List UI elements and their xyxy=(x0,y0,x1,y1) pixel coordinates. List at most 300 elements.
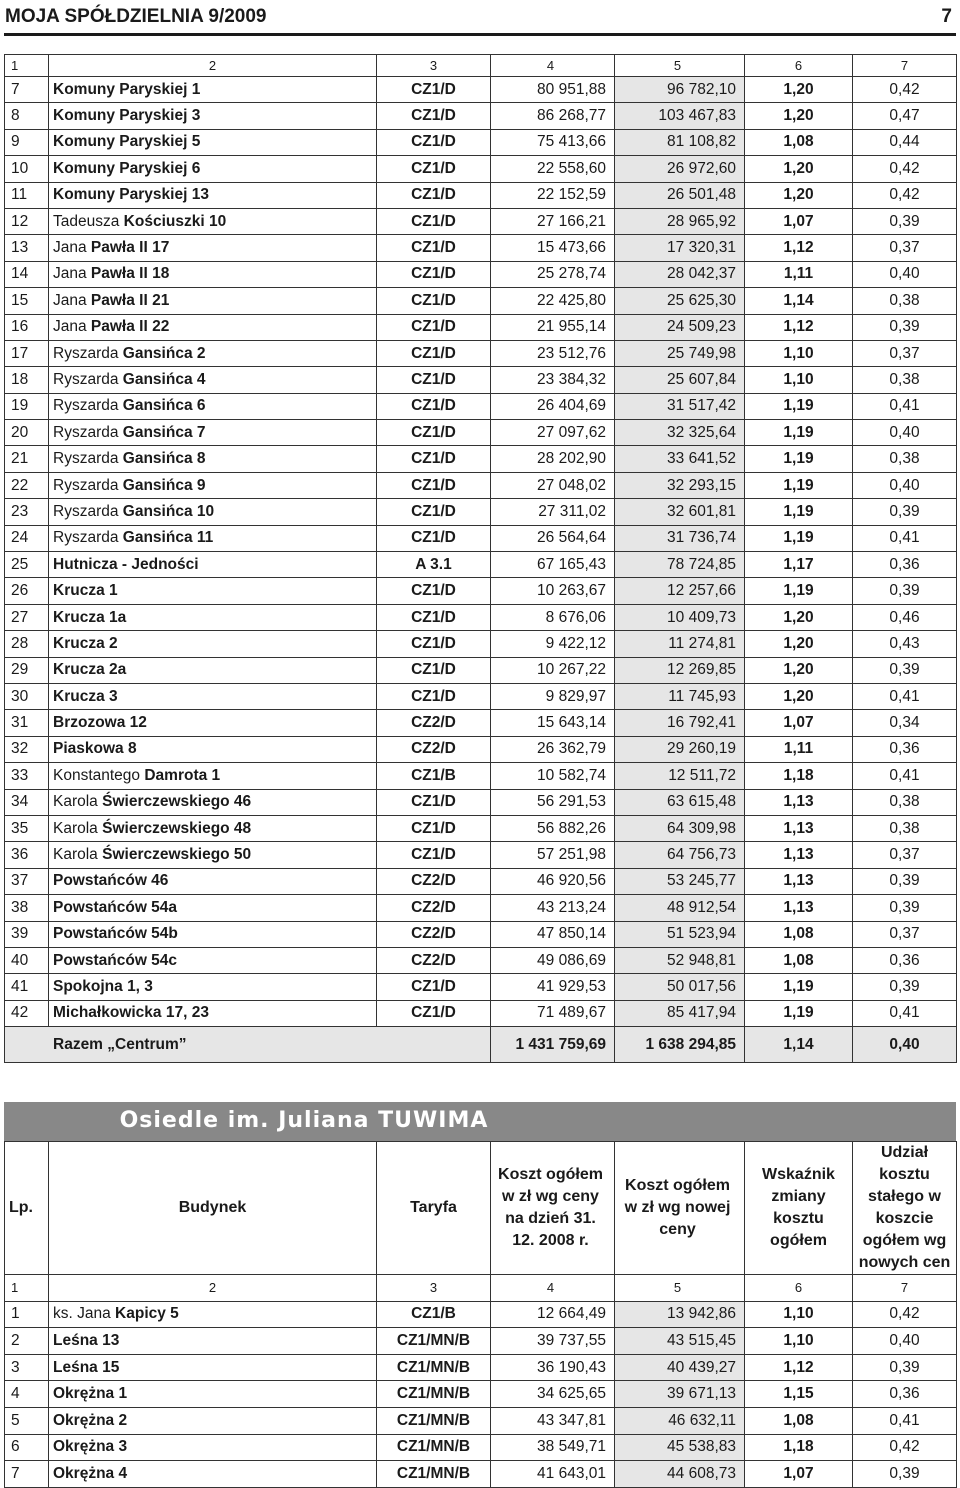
row-number: 12 xyxy=(5,208,49,234)
change-index: 1,12 xyxy=(745,314,853,340)
change-index: 1,20 xyxy=(745,631,853,657)
fixed-cost-share: 0,43 xyxy=(853,631,957,657)
cost-old: 57 251,98 xyxy=(491,842,615,868)
building-street: Krucza 2 xyxy=(53,634,118,652)
change-index: 1,13 xyxy=(745,789,853,815)
cost-new: 32 601,81 xyxy=(615,499,745,525)
change-index: 1,10 xyxy=(745,367,853,393)
cost-old: 38 549,71 xyxy=(491,1434,615,1461)
building-name xyxy=(49,1407,377,1434)
fixed-cost-share: 0,36 xyxy=(853,947,957,973)
fixed-cost-share: 0,39 xyxy=(853,895,957,921)
building-street: Świerczewskiego 50 xyxy=(102,846,252,864)
cost-new: 96 782,10 xyxy=(615,77,745,103)
table-row xyxy=(5,842,957,868)
table-row xyxy=(5,261,957,287)
change-index: 1,08 xyxy=(745,129,853,155)
table-row xyxy=(5,314,957,340)
tariff: CZ1/D xyxy=(377,367,491,393)
publication-title: MOJA SPÓŁDZIELNIA 9/2009 xyxy=(5,6,267,27)
header-lp: Lp. xyxy=(5,1142,49,1275)
header-rule xyxy=(4,33,956,36)
change-index: 1,19 xyxy=(745,1000,853,1026)
fixed-cost-share: 0,40 xyxy=(853,420,957,446)
building-name xyxy=(49,340,377,366)
building-name xyxy=(49,1354,377,1381)
change-index: 1,07 xyxy=(745,710,853,736)
cost-new: 64 309,98 xyxy=(615,815,745,841)
column-number: 1 xyxy=(5,55,49,77)
building-street: Brzozowa 12 xyxy=(53,714,147,732)
fixed-cost-share: 0,41 xyxy=(853,1000,957,1026)
building-street: Powstańców 54a xyxy=(53,898,178,916)
building-name xyxy=(49,420,377,446)
building-street: Gansińca 4 xyxy=(122,370,206,388)
row-number: 26 xyxy=(5,578,49,604)
cost-old: 27 166,21 xyxy=(491,208,615,234)
row-number: 18 xyxy=(5,367,49,393)
building-name xyxy=(49,525,377,551)
tariff: CZ2/D xyxy=(377,921,491,947)
table-row xyxy=(5,921,957,947)
table-row xyxy=(5,499,957,525)
table-row xyxy=(5,288,957,314)
building-name xyxy=(49,763,377,789)
building-street: Pawła II 18 xyxy=(90,265,170,283)
row-number: 7 xyxy=(5,77,49,103)
table-row xyxy=(5,1000,957,1026)
building-street: Komuny Paryskiej 3 xyxy=(53,107,201,125)
cost-new: 39 671,13 xyxy=(615,1381,745,1408)
column-number: 5 xyxy=(615,55,745,77)
building-street: Komuny Paryskiej 13 xyxy=(53,186,209,204)
tariff: CZ1/D xyxy=(377,578,491,604)
column-number: 3 xyxy=(377,1275,491,1302)
cost-new: 81 108,82 xyxy=(615,129,745,155)
table-row xyxy=(5,235,957,261)
row-number: 7 xyxy=(5,1461,49,1488)
row-number: 14 xyxy=(5,261,49,287)
table-row xyxy=(5,657,957,683)
building-prefix: Karola xyxy=(53,793,103,811)
row-number: 29 xyxy=(5,657,49,683)
fixed-cost-share: 0,38 xyxy=(853,815,957,841)
fixed-cost-share: 0,44 xyxy=(853,129,957,155)
cost-new: 48 912,54 xyxy=(615,895,745,921)
cost-old: 10 267,22 xyxy=(491,657,615,683)
building-prefix: Ryszarda xyxy=(53,502,123,520)
header-cost-new: Koszt ogółem w zł wg nowej ceny xyxy=(615,1142,745,1275)
cost-new: 31 736,74 xyxy=(615,525,745,551)
building-name xyxy=(49,1381,377,1408)
cost-old: 56 882,26 xyxy=(491,815,615,841)
building-street: Gansińca 7 xyxy=(122,423,206,441)
building-street: Komuny Paryskiej 1 xyxy=(53,80,201,98)
building-street: Powstańców 46 xyxy=(53,872,169,890)
fixed-cost-share: 0,36 xyxy=(853,552,957,578)
header-index: Wskaźnik zmiany kosztu ogółem xyxy=(745,1142,853,1275)
change-index: 1,13 xyxy=(745,815,853,841)
fixed-cost-share: 0,37 xyxy=(853,921,957,947)
total-label: Razem „Centrum” xyxy=(49,1027,491,1063)
change-index: 1,10 xyxy=(745,1328,853,1355)
row-number: 4 xyxy=(5,1381,49,1408)
cost-old: 27 311,02 xyxy=(491,499,615,525)
fixed-cost-share: 0,40 xyxy=(853,261,957,287)
tariff: CZ1/B xyxy=(377,763,491,789)
column-number: 7 xyxy=(853,55,957,77)
fixed-cost-share: 0,47 xyxy=(853,103,957,129)
change-index: 1,12 xyxy=(745,1354,853,1381)
tariff: CZ2/D xyxy=(377,736,491,762)
cost-new: 33 641,52 xyxy=(615,446,745,472)
page-header xyxy=(0,0,960,38)
cost-new: 103 467,83 xyxy=(615,103,745,129)
tariff: CZ1/D xyxy=(377,789,491,815)
cost-new: 12 257,66 xyxy=(615,578,745,604)
header-building: Budynek xyxy=(49,1142,377,1275)
table-row xyxy=(5,974,957,1000)
tariff: CZ1/D xyxy=(377,604,491,630)
tariff: CZ1/D xyxy=(377,208,491,234)
table-row xyxy=(5,208,957,234)
building-name xyxy=(49,156,377,182)
building-name xyxy=(49,604,377,630)
building-name xyxy=(49,288,377,314)
cost-old: 43 347,81 xyxy=(491,1407,615,1434)
building-name xyxy=(49,1301,377,1328)
tariff: CZ1/D xyxy=(377,182,491,208)
building-name xyxy=(49,631,377,657)
building-prefix: Konstantego xyxy=(53,766,145,784)
tariff: CZ1/D xyxy=(377,446,491,472)
row-number: 8 xyxy=(5,103,49,129)
section-band xyxy=(4,1102,956,1141)
total-index: 1,14 xyxy=(745,1027,853,1063)
column-number: 7 xyxy=(853,1275,957,1302)
cost-new: 25 607,84 xyxy=(615,367,745,393)
row-number: 13 xyxy=(5,235,49,261)
building-street: Okrężna 3 xyxy=(53,1438,128,1456)
tariff: CZ1/D xyxy=(377,129,491,155)
cost-new: 16 792,41 xyxy=(615,710,745,736)
table-row xyxy=(5,895,957,921)
cost-new: 85 417,94 xyxy=(615,1000,745,1026)
row-number: 32 xyxy=(5,736,49,762)
cost-old: 39 737,55 xyxy=(491,1328,615,1355)
building-name xyxy=(49,77,377,103)
column-number: 4 xyxy=(491,1275,615,1302)
cost-old: 41 643,01 xyxy=(491,1461,615,1488)
table-row xyxy=(5,683,957,709)
change-index: 1,08 xyxy=(745,921,853,947)
building-prefix: Karola xyxy=(53,846,103,864)
fixed-cost-share: 0,36 xyxy=(853,1381,957,1408)
cost-new: 10 409,73 xyxy=(615,604,745,630)
total-share: 0,40 xyxy=(853,1027,957,1063)
building-street: Powstańców 54c xyxy=(53,951,178,969)
cost-old: 23 512,76 xyxy=(491,340,615,366)
building-street: Hutnicza - Jedności xyxy=(53,555,199,573)
row-number: 9 xyxy=(5,129,49,155)
building-prefix: Karola xyxy=(53,819,103,837)
cost-old: 47 850,14 xyxy=(491,921,615,947)
building-name xyxy=(49,552,377,578)
building-prefix: Ryszarda xyxy=(53,397,123,415)
cost-new: 11 274,81 xyxy=(615,631,745,657)
building-street: Gansińca 11 xyxy=(122,529,214,547)
building-street: Pawła II 21 xyxy=(90,291,170,309)
row-number: 31 xyxy=(5,710,49,736)
building-street: Krucza 3 xyxy=(53,687,118,705)
building-name xyxy=(49,789,377,815)
table-row xyxy=(5,393,957,419)
change-index: 1,11 xyxy=(745,261,853,287)
change-index: 1,08 xyxy=(745,947,853,973)
tariff: CZ2/D xyxy=(377,947,491,973)
building-street: Świerczewskiego 48 xyxy=(102,819,252,837)
cost-old: 9 422,12 xyxy=(491,631,615,657)
table-row xyxy=(5,578,957,604)
building-street: Gansińca 2 xyxy=(122,344,206,362)
change-index: 1,20 xyxy=(745,77,853,103)
building-name xyxy=(49,868,377,894)
fixed-cost-share: 0,46 xyxy=(853,604,957,630)
header-tariff: Taryfa xyxy=(377,1142,491,1275)
building-prefix: Jana xyxy=(53,265,91,283)
tariff: CZ1/D xyxy=(377,261,491,287)
table-row xyxy=(5,156,957,182)
cost-old: 26 362,79 xyxy=(491,736,615,762)
row-number: 30 xyxy=(5,683,49,709)
tariff: CZ1/MN/B xyxy=(377,1328,491,1355)
fixed-cost-share: 0,38 xyxy=(853,367,957,393)
change-index: 1,13 xyxy=(745,895,853,921)
cost-old: 49 086,69 xyxy=(491,947,615,973)
building-name xyxy=(49,472,377,498)
fixed-cost-share: 0,39 xyxy=(853,1354,957,1381)
fixed-cost-share: 0,39 xyxy=(853,314,957,340)
building-street: Okrężna 2 xyxy=(53,1411,128,1429)
cost-old: 27 048,02 xyxy=(491,472,615,498)
cost-new: 43 515,45 xyxy=(615,1328,745,1355)
cost-old: 22 425,80 xyxy=(491,288,615,314)
tariff: CZ1/D xyxy=(377,156,491,182)
row-number: 42 xyxy=(5,1000,49,1026)
building-name xyxy=(49,446,377,472)
building-street: Okrężna 4 xyxy=(53,1464,128,1482)
fixed-cost-share: 0,41 xyxy=(853,1407,957,1434)
cost-old: 67 165,43 xyxy=(491,552,615,578)
row-number: 40 xyxy=(5,947,49,973)
building-street: Leśna 15 xyxy=(53,1358,120,1376)
building-street: Komuny Paryskiej 5 xyxy=(53,133,201,151)
fixed-cost-share: 0,41 xyxy=(853,393,957,419)
building-name xyxy=(49,1434,377,1461)
building-street: Pawła II 22 xyxy=(90,318,170,336)
cost-old: 43 213,24 xyxy=(491,895,615,921)
cost-old: 56 291,53 xyxy=(491,789,615,815)
cost-old: 15 643,14 xyxy=(491,710,615,736)
change-index: 1,19 xyxy=(745,393,853,419)
building-name xyxy=(49,578,377,604)
total-cost-old: 1 431 759,69 xyxy=(491,1027,615,1063)
column-number: 6 xyxy=(745,55,853,77)
table-row xyxy=(5,472,957,498)
column-number: 4 xyxy=(491,55,615,77)
building-street: Krucza 1 xyxy=(53,582,118,600)
change-index: 1,07 xyxy=(745,1461,853,1488)
row-number: 5 xyxy=(5,1407,49,1434)
fixed-cost-share: 0,41 xyxy=(853,683,957,709)
table-row xyxy=(5,129,957,155)
cost-old: 75 413,66 xyxy=(491,129,615,155)
tariff: CZ2/D xyxy=(377,868,491,894)
building-prefix: Tadeusza xyxy=(53,212,124,230)
building-name xyxy=(49,736,377,762)
table-row xyxy=(5,552,957,578)
cost-new: 28 042,37 xyxy=(615,261,745,287)
fixed-cost-share: 0,39 xyxy=(853,657,957,683)
cost-new: 13 942,86 xyxy=(615,1301,745,1328)
table-row xyxy=(5,789,957,815)
building-prefix: Ryszarda xyxy=(53,423,123,441)
cost-new: 63 615,48 xyxy=(615,789,745,815)
building-prefix: Jana xyxy=(53,291,91,309)
total-row xyxy=(5,1027,957,1063)
tariff: CZ1/D xyxy=(377,103,491,129)
change-index: 1,10 xyxy=(745,1301,853,1328)
tariff: CZ1/D xyxy=(377,288,491,314)
row-number: 17 xyxy=(5,340,49,366)
cost-new: 26 501,48 xyxy=(615,182,745,208)
change-index: 1,20 xyxy=(745,156,853,182)
cost-old: 86 268,77 xyxy=(491,103,615,129)
row-number: 41 xyxy=(5,974,49,1000)
row-number: 24 xyxy=(5,525,49,551)
cost-old: 26 404,69 xyxy=(491,393,615,419)
row-number: 6 xyxy=(5,1434,49,1461)
building-name xyxy=(49,261,377,287)
building-name xyxy=(49,1000,377,1026)
fixed-cost-share: 0,39 xyxy=(853,1461,957,1488)
cost-new: 45 538,83 xyxy=(615,1434,745,1461)
table-row xyxy=(5,1407,957,1434)
table-row xyxy=(5,1328,957,1355)
building-name xyxy=(49,1328,377,1355)
table-row xyxy=(5,763,957,789)
cost-old: 28 202,90 xyxy=(491,446,615,472)
building-street: Michałkowicka 17, 23 xyxy=(53,1004,209,1022)
change-index: 1,18 xyxy=(745,1434,853,1461)
cost-new: 52 948,81 xyxy=(615,947,745,973)
table-row xyxy=(5,525,957,551)
change-index: 1,10 xyxy=(745,340,853,366)
tariff: CZ1/D xyxy=(377,683,491,709)
cost-old: 10 582,74 xyxy=(491,763,615,789)
tariff: A 3.1 xyxy=(377,552,491,578)
fixed-cost-share: 0,36 xyxy=(853,736,957,762)
fixed-cost-share: 0,41 xyxy=(853,763,957,789)
fixed-cost-share: 0,34 xyxy=(853,710,957,736)
tariff: CZ1/D xyxy=(377,631,491,657)
building-name xyxy=(49,103,377,129)
fixed-cost-share: 0,42 xyxy=(853,77,957,103)
tariff: CZ1/D xyxy=(377,499,491,525)
column-number-row xyxy=(5,55,957,77)
cost-new: 32 293,15 xyxy=(615,472,745,498)
table-row xyxy=(5,1354,957,1381)
fixed-cost-share: 0,39 xyxy=(853,578,957,604)
row-number: 3 xyxy=(5,1354,49,1381)
row-number: 10 xyxy=(5,156,49,182)
tariff: CZ1/D xyxy=(377,525,491,551)
row-number: 23 xyxy=(5,499,49,525)
header-cost-old: Koszt ogółem w zł wg ceny na dzień 31. 12. 2008 r. xyxy=(491,1142,615,1275)
cost-old: 26 564,64 xyxy=(491,525,615,551)
tariff: CZ1/D xyxy=(377,842,491,868)
cost-new: 78 724,85 xyxy=(615,552,745,578)
fixed-cost-share: 0,37 xyxy=(853,235,957,261)
building-name xyxy=(49,921,377,947)
building-street: Pawła II 17 xyxy=(90,239,170,257)
cost-old: 22 558,60 xyxy=(491,156,615,182)
cost-new: 12 511,72 xyxy=(615,763,745,789)
row-number: 2 xyxy=(5,1328,49,1355)
fixed-cost-share: 0,40 xyxy=(853,1328,957,1355)
building-name xyxy=(49,947,377,973)
building-name xyxy=(49,182,377,208)
building-street: Świerczewskiego 46 xyxy=(102,793,252,811)
cost-new: 25 625,30 xyxy=(615,288,745,314)
building-street: Spokojna 1, 3 xyxy=(53,977,153,995)
change-index: 1,19 xyxy=(745,525,853,551)
cost-new: 28 965,92 xyxy=(615,208,745,234)
row-number: 33 xyxy=(5,763,49,789)
cost-new: 17 320,31 xyxy=(615,235,745,261)
change-index: 1,19 xyxy=(745,499,853,525)
fixed-cost-share: 0,41 xyxy=(853,525,957,551)
building-name xyxy=(49,499,377,525)
row-number: 27 xyxy=(5,604,49,630)
building-street: Kapicy 5 xyxy=(115,1305,179,1323)
cost-old: 23 384,32 xyxy=(491,367,615,393)
change-index: 1,14 xyxy=(745,288,853,314)
change-index: 1,11 xyxy=(745,736,853,762)
table-row xyxy=(5,340,957,366)
fixed-cost-share: 0,37 xyxy=(853,842,957,868)
building-street: Komuny Paryskiej 6 xyxy=(53,159,201,177)
building-street: Leśna 13 xyxy=(53,1331,120,1349)
row-number: 38 xyxy=(5,895,49,921)
table-row xyxy=(5,815,957,841)
change-index: 1,17 xyxy=(745,552,853,578)
row-number: 11 xyxy=(5,182,49,208)
column-number: 6 xyxy=(745,1275,853,1302)
table-row xyxy=(5,604,957,630)
cost-old: 10 263,67 xyxy=(491,578,615,604)
column-number: 1 xyxy=(5,1275,49,1302)
tariff: CZ1/B xyxy=(377,1301,491,1328)
cost-new: 11 745,93 xyxy=(615,683,745,709)
change-index: 1,20 xyxy=(745,683,853,709)
change-index: 1,19 xyxy=(745,446,853,472)
tariff: CZ2/D xyxy=(377,710,491,736)
tariff: CZ1/D xyxy=(377,657,491,683)
building-name xyxy=(49,842,377,868)
cost-old: 8 676,06 xyxy=(491,604,615,630)
row-number: 36 xyxy=(5,842,49,868)
